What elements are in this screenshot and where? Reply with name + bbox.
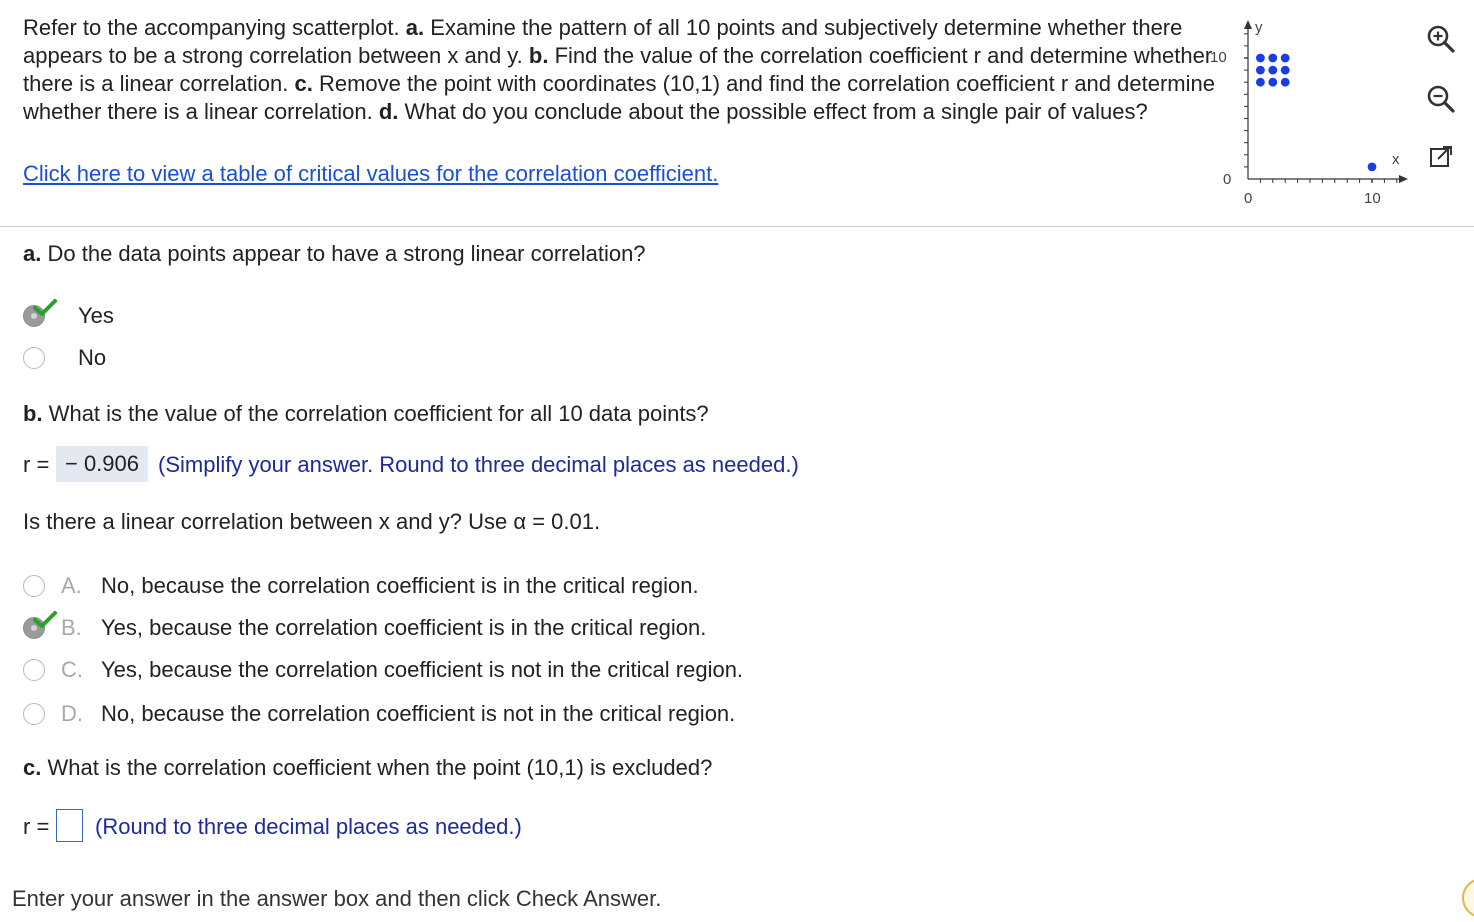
part-c-label: c. — [23, 755, 42, 780]
prompt-d-label: d. — [378, 99, 399, 124]
option-b-text: Yes, because the correlation coefficient is in the critical region. — [101, 615, 707, 640]
x-axis-ticks — [1260, 179, 1396, 183]
part-b-label: b. — [23, 401, 43, 426]
part-b-question — [23, 401, 709, 427]
x-tick-label-0: 0 — [1244, 190, 1253, 207]
scatter-point — [1281, 54, 1290, 63]
prompt-c-text: Remove the point with coordinates (10,1) and find the correlation coefficient r and determine whether there is a linear correlation. — [23, 71, 1215, 124]
scatter-point — [1256, 54, 1265, 63]
radio-yes[interactable] — [23, 305, 45, 327]
zoom-out-icon — [1426, 84, 1456, 114]
checkmark-icon — [32, 298, 58, 318]
option-c-letter: C. — [61, 657, 83, 682]
scatter-point — [1268, 78, 1277, 87]
option-d[interactable] — [23, 697, 735, 731]
prompt-a-label: a. — [405, 15, 425, 40]
scatter-point — [1256, 78, 1265, 87]
prompt-d-text: What do you conclude about the possible effect from a single pair of values? — [404, 99, 1148, 124]
scatter-point — [1256, 66, 1265, 75]
scatter-point — [1268, 54, 1277, 63]
prompt-c-label: c. — [294, 71, 313, 96]
x-tick-label-10: 10 — [1364, 190, 1381, 207]
option-d-text: No, because the correlation coefficient is not in the critical region. — [101, 701, 736, 726]
prompt-b-label: b. — [528, 43, 549, 68]
help-button[interactable] — [1462, 878, 1474, 918]
scatter-points — [1256, 54, 1376, 172]
linear-correlation-question: Is there a linear correlation between x and y? Use α = 0.01. — [23, 509, 601, 534]
option-no-label: No — [78, 345, 107, 370]
scatterplot — [1205, 14, 1420, 214]
scatter-point — [1368, 163, 1377, 172]
option-c[interactable] — [23, 653, 743, 687]
zoom-out-button[interactable] — [1420, 80, 1462, 118]
popout-icon — [1428, 144, 1454, 170]
popout-button[interactable] — [1420, 138, 1462, 176]
part-a-label: a. — [23, 241, 42, 266]
r-label-b: r = — [23, 452, 50, 477]
option-no[interactable] — [23, 341, 106, 375]
prompt-a-text: Examine the pattern of all 10 points and subjectively determine whether there appears to be a strong correlation between x and y. — [23, 15, 1183, 68]
prompt-b-text: Find the value of the correlation coefficient r and determine whether there is a linear correlation. — [23, 43, 1213, 96]
option-b[interactable] — [23, 611, 706, 645]
question-prompt — [23, 14, 1218, 126]
x-axis-label: x — [1392, 151, 1400, 168]
footer-instruction: Enter your answer in the answer box and then click Check Answer. — [12, 886, 662, 911]
r-hint-b: (Simplify your answer. Round to three decimal places as needed.) — [158, 452, 799, 477]
y-tick-label-10: 10 — [1210, 49, 1227, 66]
y-tick-label-0: 0 — [1223, 171, 1232, 188]
radio-a[interactable] — [23, 575, 45, 597]
checkmark-icon — [32, 610, 58, 630]
r-input[interactable] — [56, 809, 83, 842]
scatter-point — [1281, 78, 1290, 87]
scatter-point — [1281, 66, 1290, 75]
x-axis-arrow — [1399, 175, 1408, 183]
radio-no[interactable] — [23, 347, 45, 369]
part-a-text: Do the data points appear to have a strong linear correlation? — [47, 241, 646, 266]
zoom-in-button[interactable] — [1420, 20, 1462, 58]
radio-c[interactable] — [23, 659, 45, 681]
option-yes-label: Yes — [78, 303, 114, 328]
option-a-letter: A. — [61, 573, 82, 598]
option-b-letter: B. — [61, 615, 82, 640]
r-answer-box: − 0.906 — [56, 446, 148, 482]
critical-values-link[interactable]: Click here to view a table of critical values for the correlation coefficient. — [23, 161, 719, 186]
scatter-point — [1268, 66, 1277, 75]
prompt-intro: Refer to the accompanying scatterplot. — [23, 15, 400, 40]
r-label-c: r = — [23, 814, 50, 839]
r-hint-c: (Round to three decimal places as needed.) — [95, 814, 522, 839]
part-a-question — [23, 241, 646, 267]
option-a-text: No, because the correlation coefficient is in the critical region. — [101, 573, 699, 598]
option-c-text: Yes, because the correlation coefficient is not in the critical region. — [101, 657, 744, 682]
section-divider — [0, 226, 1474, 227]
option-d-letter: D. — [61, 701, 83, 726]
part-c-question — [23, 755, 712, 781]
y-axis-arrow — [1244, 20, 1252, 29]
part-c-text: What is the correlation coefficient when the point (10,1) is excluded? — [47, 755, 713, 780]
option-a[interactable] — [23, 569, 699, 603]
zoom-in-icon — [1426, 24, 1456, 54]
radio-d[interactable] — [23, 703, 45, 725]
radio-b[interactable] — [23, 617, 45, 639]
option-yes[interactable] — [23, 299, 114, 333]
part-b-text: What is the value of the correlation coefficient for all 10 data points? — [48, 401, 709, 426]
y-axis-label: y — [1255, 19, 1263, 36]
